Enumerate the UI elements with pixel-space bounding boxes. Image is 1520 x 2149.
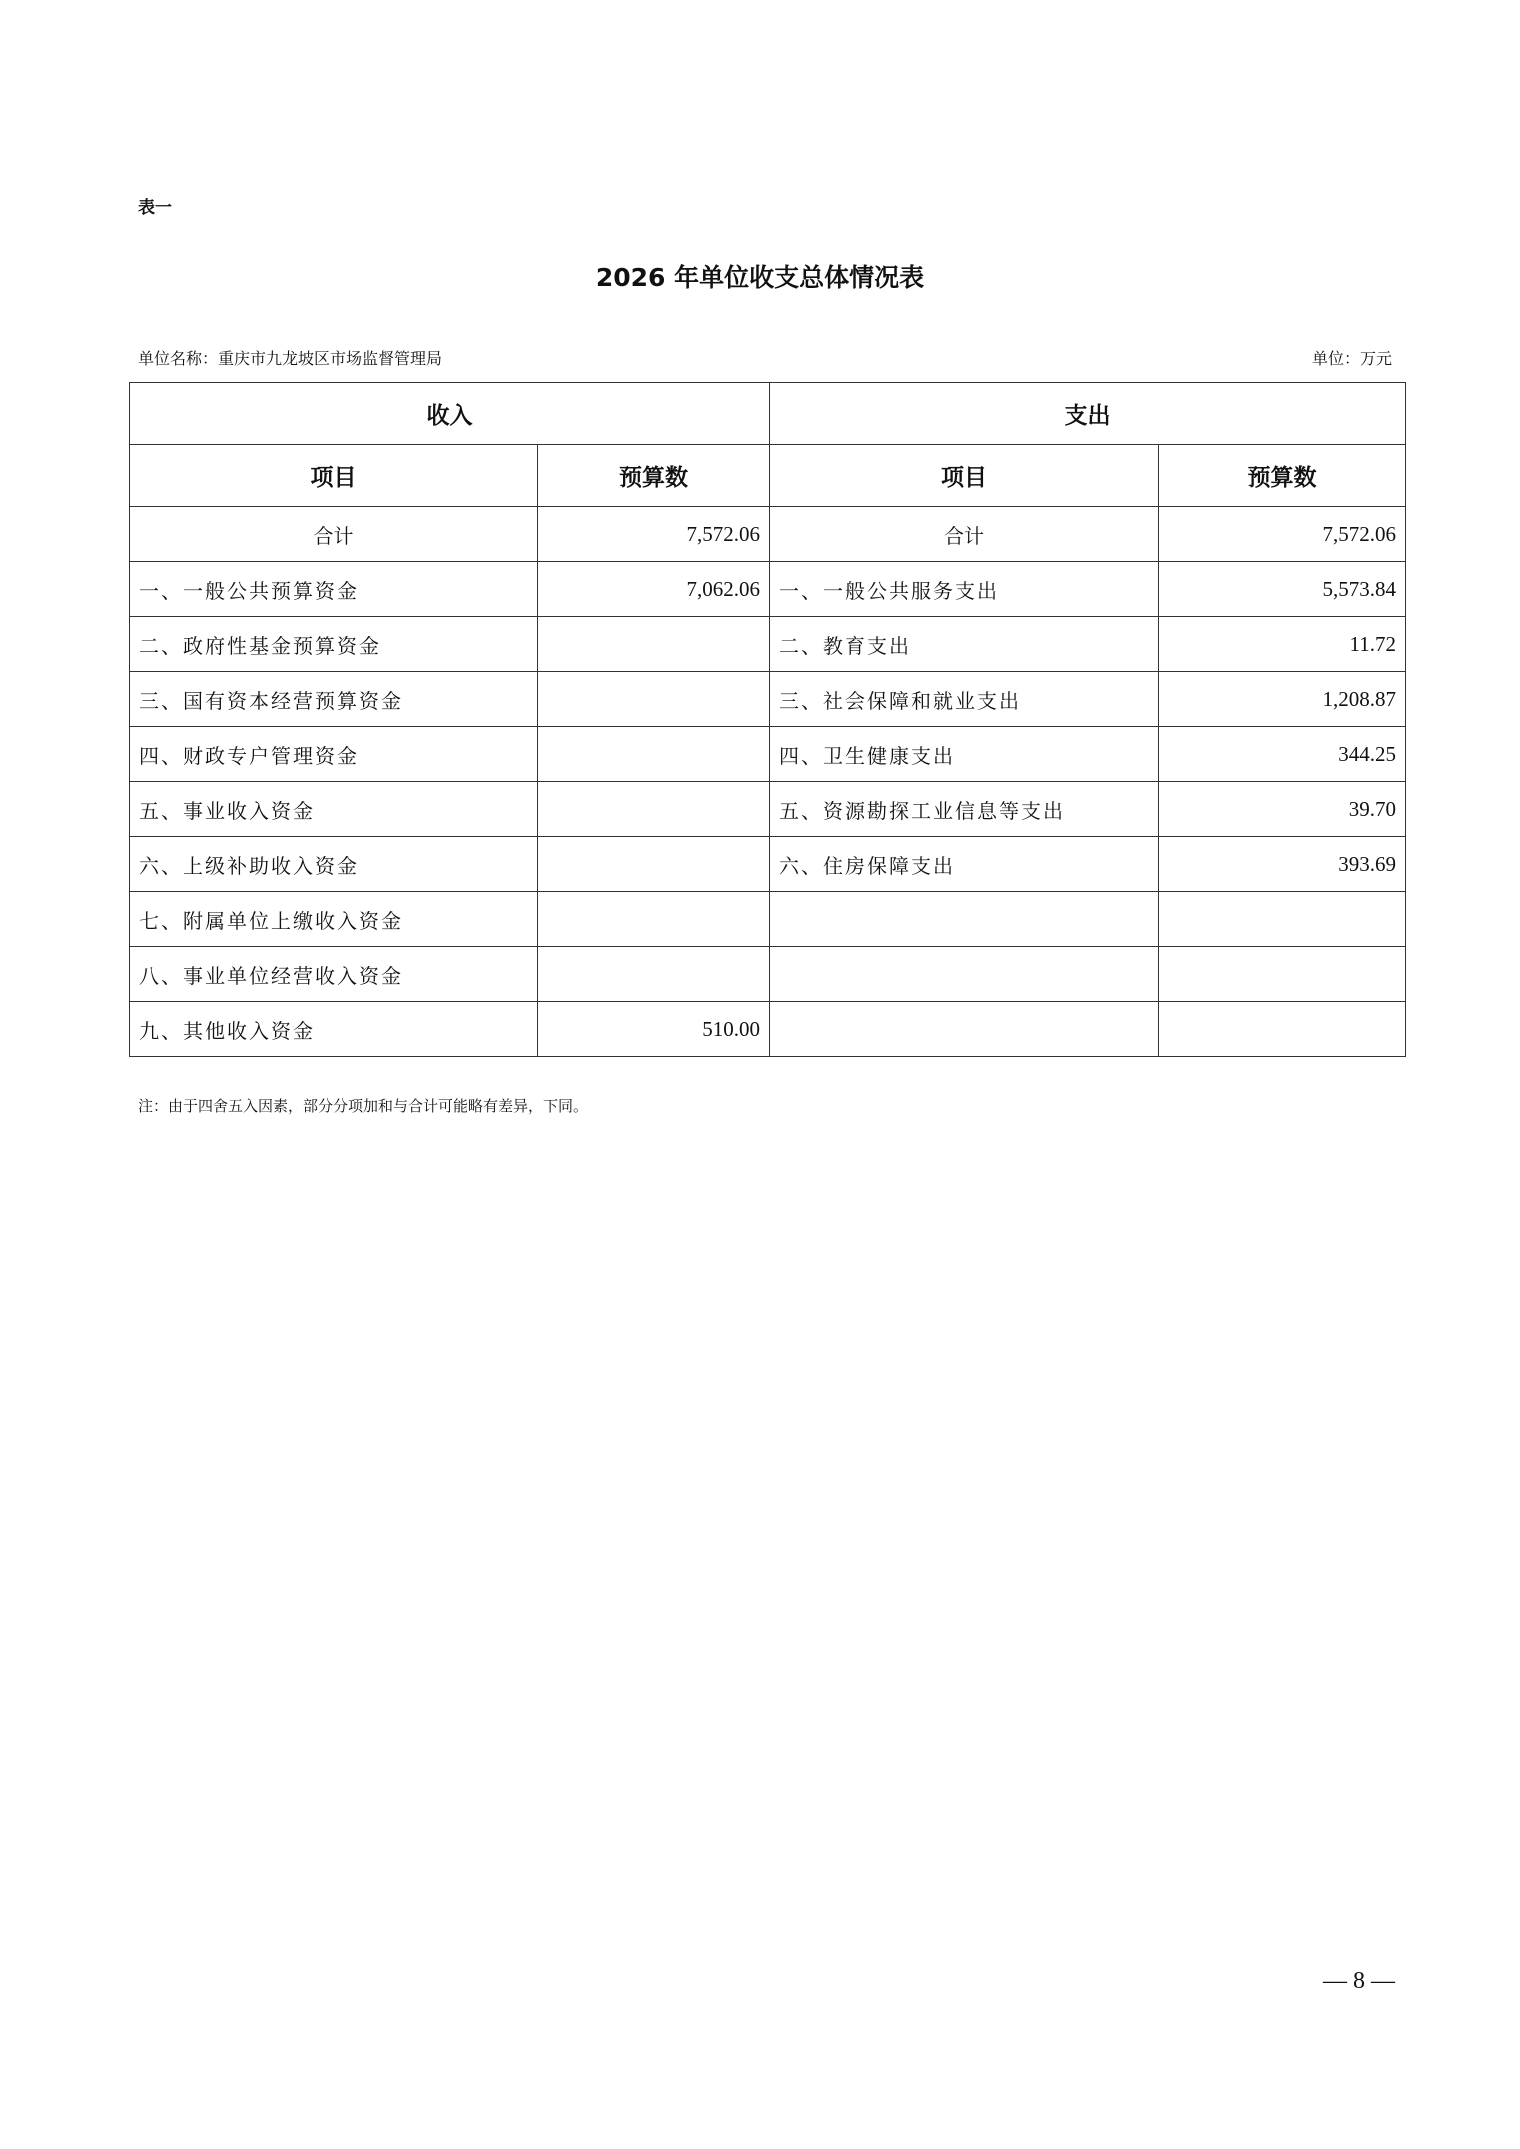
income-value: 510.00 [538, 1002, 770, 1057]
group-header-row [130, 383, 1406, 445]
expense-item-column-header: 项目 [770, 445, 1159, 507]
income-item: 七、附属单位上缴收入资金 [130, 892, 538, 947]
total-row [130, 507, 1406, 562]
table-row [130, 947, 1406, 1002]
income-item-column-header: 项目 [130, 445, 538, 507]
income-item: 四、财政专户管理资金 [130, 727, 538, 782]
income-item: 九、其他收入资金 [130, 1002, 538, 1057]
income-item: 五、事业收入资金 [130, 782, 538, 837]
expense-value: 11.72 [1159, 617, 1406, 672]
table-row [130, 562, 1406, 617]
income-total-label: 合计 [130, 507, 538, 562]
income-value: 7,062.06 [538, 562, 770, 617]
expense-item: 二、教育支出 [770, 617, 1159, 672]
expense-value [1159, 947, 1406, 1002]
expense-item [770, 947, 1159, 1002]
expense-value [1159, 892, 1406, 947]
income-group-header: 收入 [130, 383, 770, 445]
expense-group-header: 支出 [770, 383, 1406, 445]
column-header-row [130, 445, 1406, 507]
income-value [538, 617, 770, 672]
income-item: 一、一般公共预算资金 [130, 562, 538, 617]
expense-value: 39.70 [1159, 782, 1406, 837]
document-title: 2026 年单位收支总体情况表 [595, 263, 925, 292]
expense-item: 四、卫生健康支出 [770, 727, 1159, 782]
table-row [130, 892, 1406, 947]
income-value [538, 782, 770, 837]
income-item: 三、国有资本经营预算资金 [130, 672, 538, 727]
expense-total-label: 合计 [770, 507, 1159, 562]
income-value [538, 947, 770, 1002]
income-item: 八、事业单位经营收入资金 [130, 947, 538, 1002]
page-number: — 8 — [1323, 1968, 1395, 1994]
income-budget-column-header: 预算数 [538, 445, 770, 507]
expense-item [770, 892, 1159, 947]
expense-item: 五、资源勘探工业信息等支出 [770, 782, 1159, 837]
table-row [130, 837, 1406, 892]
table-row [130, 617, 1406, 672]
income-total-value: 7,572.06 [538, 507, 770, 562]
footnote: 注：由于四舍五入因素，部分分项加和与合计可能略有差异，下同。 [138, 1097, 589, 1115]
expense-item: 一、一般公共服务支出 [770, 562, 1159, 617]
income-value [538, 672, 770, 727]
expense-value: 5,573.84 [1159, 562, 1406, 617]
expense-item [770, 1002, 1159, 1057]
expense-value [1159, 1002, 1406, 1057]
table-row [130, 672, 1406, 727]
expense-value: 1,208.87 [1159, 672, 1406, 727]
expense-value: 393.69 [1159, 837, 1406, 892]
expense-total-value: 7,572.06 [1159, 507, 1406, 562]
unit-measure: 单位：万元 [1311, 349, 1392, 368]
table-row [130, 727, 1406, 782]
income-item: 六、上级补助收入资金 [130, 837, 538, 892]
income-value [538, 727, 770, 782]
income-item: 二、政府性基金预算资金 [130, 617, 538, 672]
expense-budget-column-header: 预算数 [1159, 445, 1406, 507]
expense-item: 三、社会保障和就业支出 [770, 672, 1159, 727]
table-row [130, 782, 1406, 837]
table-label: 表一 [138, 198, 172, 218]
expense-item: 六、住房保障支出 [770, 837, 1159, 892]
unit-name: 单位名称：重庆市九龙坡区市场监督管理局 [138, 349, 443, 368]
expense-value: 344.25 [1159, 727, 1406, 782]
income-value [538, 837, 770, 892]
income-value [538, 892, 770, 947]
table-row [130, 1002, 1406, 1057]
budget-table [129, 382, 1406, 1057]
